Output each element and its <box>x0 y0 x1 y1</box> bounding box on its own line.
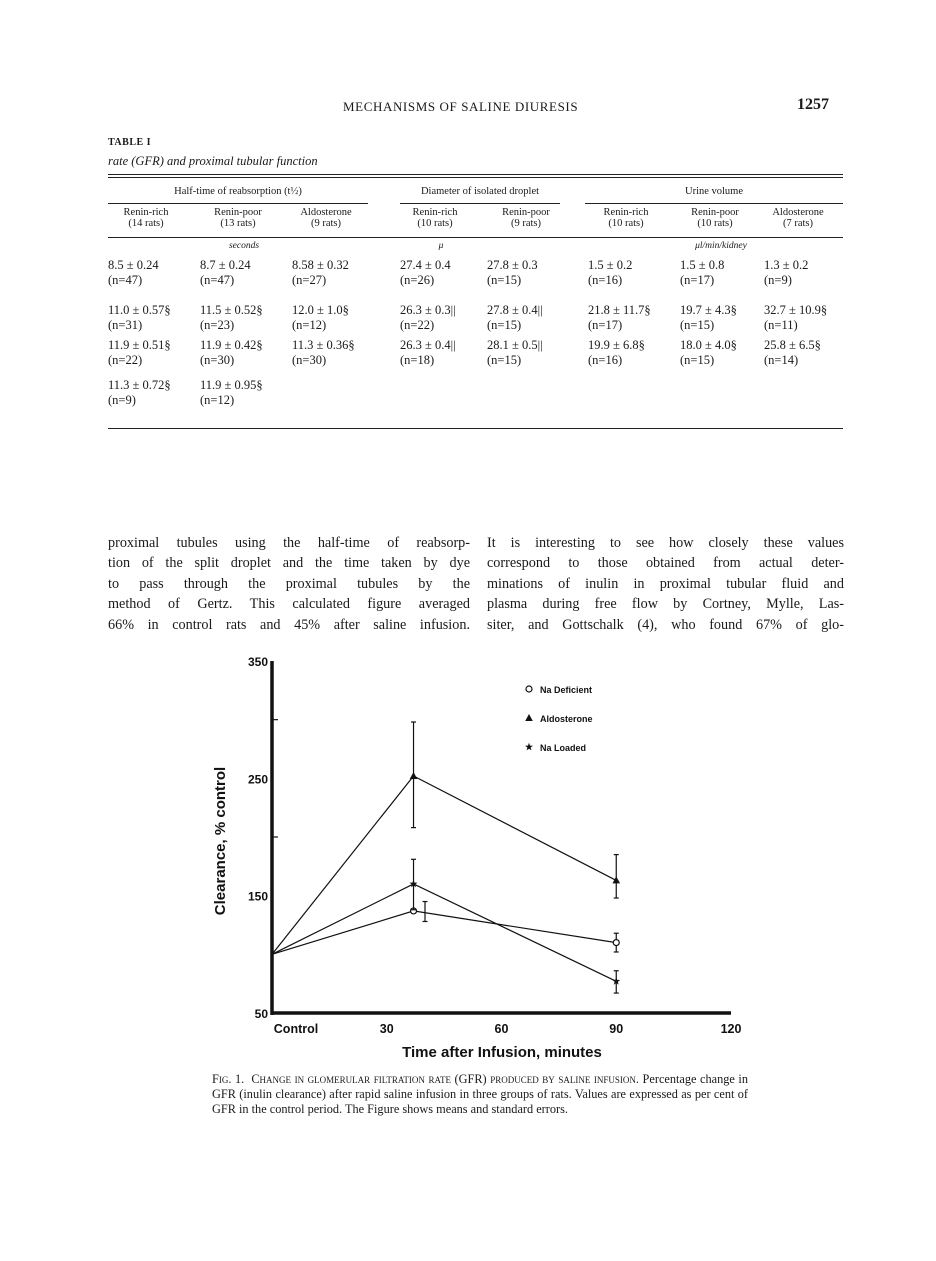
x-tick-label: 90 <box>609 1022 624 1036</box>
table-unit-label: μl/min/kidney <box>695 241 747 251</box>
legend-label: Na Loaded <box>540 743 587 753</box>
table-column-count: (14 rats) <box>128 218 164 229</box>
table-cell-n: (n=11) <box>764 318 798 332</box>
x-tick-label: Control <box>273 1022 319 1036</box>
data-point-aldosterone <box>612 876 620 883</box>
table-cell-value: 27.4 ± 0.4 <box>400 258 451 272</box>
table-cell-n: (n=22) <box>400 318 435 332</box>
legend-label: Aldosterone <box>540 714 593 724</box>
x-tick-label: 30 <box>379 1022 394 1036</box>
table-column-header: Aldosterone <box>300 207 352 218</box>
text-line: siter, and Gottschalk (4), who found 67% of glo- <box>487 616 844 633</box>
table-cell-value: 26.3 ± 0.4|| <box>400 338 456 352</box>
table-cell-value: 28.1 ± 0.5|| <box>487 338 543 352</box>
table-unit-label: μ <box>438 241 444 251</box>
table-cell-value: 11.5 ± 0.52§ <box>200 303 263 317</box>
table-group-header: Diameter of isolated droplet <box>420 186 540 197</box>
figure-caption-lead: Fig. 1. <box>212 1072 245 1086</box>
table-cell-n: (n=15) <box>487 273 522 287</box>
table-cell-value: 21.8 ± 11.7§ <box>588 303 651 317</box>
table-cell-value: 1.5 ± 0.2 <box>588 258 633 272</box>
table-cell-value: 27.8 ± 0.4|| <box>487 303 543 317</box>
data-point-aldosterone <box>410 772 418 779</box>
table-unit-label: seconds <box>228 241 260 251</box>
table-cell-n: (n=27) <box>292 273 327 287</box>
table-cell-value: 19.7 ± 4.3§ <box>680 303 737 317</box>
text-line: 66% in control rats and 45% after saline infusion. <box>108 616 470 633</box>
table-cell-n: (n=12) <box>292 318 327 332</box>
table-cell-n: (n=31) <box>108 318 143 332</box>
table-cell-value: 11.3 ± 0.36§ <box>292 338 355 352</box>
table-column-count: (7 rats) <box>782 218 814 229</box>
table-cell-n: (n=47) <box>200 273 235 287</box>
figure-caption-title: Change in glomerular filtration rate (GFR) produced by saline infusion. <box>251 1072 639 1086</box>
text-line: correspond to those obtained from actual deter- <box>487 555 844 572</box>
table-cell-value: 8.58 ± 0.32 <box>292 258 349 272</box>
y-tick-label: 250 <box>247 772 268 787</box>
text-line: plasma during free flow by Cortney, Mylle, Las- <box>487 596 844 613</box>
table-cell-n: (n=14) <box>764 353 799 367</box>
table-group-header: Half-time of reabsorption (t½) <box>174 186 302 197</box>
text-line: tion of the split droplet and the time taken by dye <box>108 555 470 572</box>
table-cell-n: (n=17) <box>680 273 715 287</box>
legend-label: Na Deficient <box>540 685 593 695</box>
table-cell-value: 25.8 ± 6.5§ <box>764 338 821 352</box>
table-cell-n: (n=18) <box>400 353 435 367</box>
table-cell-n: (n=17) <box>588 318 623 332</box>
table-cell-value: 11.0 ± 0.57§ <box>108 303 171 317</box>
table-cell-value: 19.9 ± 6.8§ <box>588 338 645 352</box>
table-cell-value: 26.3 ± 0.3|| <box>400 303 456 317</box>
table-column-header: Renin-poor <box>214 207 262 218</box>
table-cell-value: 1.3 ± 0.2 <box>764 258 809 272</box>
table-column-header: Renin-rich <box>123 207 169 218</box>
data-point-na-deficient <box>613 940 619 946</box>
series-line-na-loaded <box>272 884 616 981</box>
table-cell-value: 11.3 ± 0.72§ <box>108 378 171 392</box>
table-column-header: Renin-poor <box>502 207 550 218</box>
table-column-count: (10 rats) <box>417 218 453 229</box>
x-tick-label: 60 <box>494 1022 509 1036</box>
text-line: minations of inulin in proximal tubular fluid and <box>487 575 844 592</box>
table-cell-value: 12.0 ± 1.0§ <box>292 303 349 317</box>
table-cell-value: 1.5 ± 0.8 <box>680 258 725 272</box>
table-column-count: (10 rats) <box>697 218 733 229</box>
table-column-header: Renin-rich <box>603 207 649 218</box>
table-cell-n: (n=15) <box>487 353 522 367</box>
text-line: proximal tubules using the half-time of reabsorp- <box>108 535 470 551</box>
table-cell-value: 8.5 ± 0.24 <box>108 258 159 272</box>
table-cell-n: (n=16) <box>588 353 623 367</box>
table-cell-value: 27.8 ± 0.3 <box>487 258 538 272</box>
table-column-count: (9 rats) <box>310 218 342 229</box>
table-cell-n: (n=26) <box>400 273 435 287</box>
table-column-count: (9 rats) <box>510 218 542 229</box>
table-cell-n: (n=9) <box>108 393 136 407</box>
series-line-aldosterone <box>272 776 616 954</box>
table-caption: rate (GFR) and proximal tubular function <box>108 154 318 168</box>
table-cell-n: (n=30) <box>200 353 235 367</box>
text-line: It is interesting to see how closely these values <box>487 535 844 551</box>
y-tick-label: 350 <box>247 655 268 669</box>
table-cell-n: (n=23) <box>200 318 235 332</box>
table-cell-value: 11.9 ± 0.42§ <box>200 338 263 352</box>
table-cell-n: (n=15) <box>680 318 715 332</box>
y-axis-title: Clearance, % control <box>212 766 229 916</box>
table-cell-value: 8.7 ± 0.24 <box>200 258 251 272</box>
table-column-header: Aldosterone <box>772 207 824 218</box>
page-number: 1257 <box>797 96 829 113</box>
table-cell-n: (n=22) <box>108 353 143 367</box>
table-group-header: Urine volume <box>684 186 744 197</box>
series-line-na-deficient <box>272 911 616 954</box>
legend-marker-na-loaded <box>525 743 533 751</box>
y-tick-label: 50 <box>254 1007 268 1021</box>
table-cell-n: (n=15) <box>487 318 522 332</box>
table-cell-n: (n=15) <box>680 353 715 367</box>
text-line: method of Gertz. This calculated figure averaged <box>108 596 470 613</box>
legend-marker-na-deficient <box>526 686 532 692</box>
legend-marker-aldosterone <box>525 714 533 721</box>
table-cell-n: (n=12) <box>200 393 235 407</box>
table-cell-value: 11.9 ± 0.51§ <box>108 338 171 352</box>
table-cell-n: (n=9) <box>764 273 792 287</box>
table-label: TABLE I <box>108 137 152 148</box>
figure-caption-text: Percentage change in GFR (inulin clearance) after rapid saline infusion in three groups of rats. Values are expressed as per cent of GFR in the control period. The Figure shows means and standard errors. <box>212 1072 748 1116</box>
table-cell-n: (n=30) <box>292 353 327 367</box>
x-tick-label: 120 <box>720 1022 742 1036</box>
table-column-header: Renin-rich <box>412 207 458 218</box>
table-column-count: (13 rats) <box>220 218 256 229</box>
table-cell-n: (n=16) <box>588 273 623 287</box>
table-cell-n: (n=47) <box>108 273 143 287</box>
running-title: MECHANISMS OF SALINE DIURESIS <box>343 99 579 114</box>
table-cell-value: 18.0 ± 4.0§ <box>680 338 737 352</box>
y-tick-label: 150 <box>247 889 268 904</box>
table-column-header: Renin-poor <box>691 207 739 218</box>
figure-caption <box>212 1072 748 1117</box>
table-cell-value: 32.7 ± 10.9§ <box>764 303 828 317</box>
table-cell-value: 11.9 ± 0.95§ <box>200 378 263 392</box>
text-line: to pass through the proximal tubules by the <box>108 575 470 592</box>
x-axis-title: Time after Infusion, minutes <box>402 1044 602 1061</box>
table-column-count: (10 rats) <box>608 218 644 229</box>
